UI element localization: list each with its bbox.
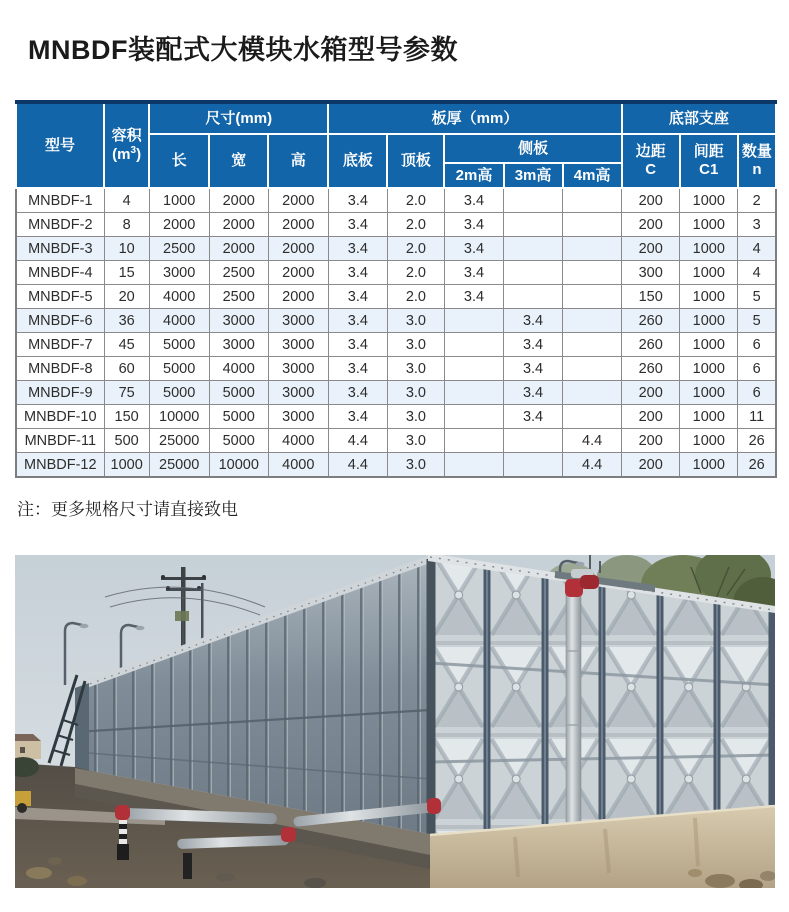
table-cell: 3.4 bbox=[328, 405, 387, 429]
table-cell: 3000 bbox=[268, 333, 328, 357]
table-cell: MNBDF-7 bbox=[16, 333, 104, 357]
table-cell: 3000 bbox=[149, 261, 209, 285]
table-cell: 3.4 bbox=[328, 381, 387, 405]
table-cell: 3.4 bbox=[504, 405, 563, 429]
table-cell: 1000 bbox=[680, 188, 738, 213]
table-cell bbox=[444, 405, 503, 429]
table-cell: MNBDF-11 bbox=[16, 429, 104, 453]
table-cell: 2000 bbox=[268, 213, 328, 237]
group-side-plate: 侧板 bbox=[444, 134, 621, 163]
table-cell: 5000 bbox=[209, 405, 268, 429]
group-dimensions: 尺寸(mm) bbox=[149, 102, 328, 134]
table-cell: 6 bbox=[738, 357, 776, 381]
table-cell: 2000 bbox=[209, 237, 268, 261]
table-cell: 4 bbox=[738, 261, 776, 285]
page-title: MNBDF装配式大模块水箱型号参数 bbox=[28, 35, 458, 65]
table-cell: 11 bbox=[738, 405, 776, 429]
table-cell: 25000 bbox=[149, 429, 209, 453]
table-cell: 60 bbox=[104, 357, 149, 381]
table-cell: MNBDF-10 bbox=[16, 405, 104, 429]
table-cell: MNBDF-3 bbox=[16, 237, 104, 261]
table-cell bbox=[504, 285, 563, 309]
table-cell: 36 bbox=[104, 309, 149, 333]
spec-table bbox=[15, 100, 777, 478]
table-cell: 1000 bbox=[680, 333, 738, 357]
table-cell: 2000 bbox=[268, 188, 328, 213]
table-cell: 3.4 bbox=[504, 309, 563, 333]
table-cell: 2.0 bbox=[387, 285, 444, 309]
table-cell: MNBDF-12 bbox=[16, 453, 104, 478]
table-cell: 260 bbox=[622, 333, 680, 357]
table-cell: 1000 bbox=[680, 381, 738, 405]
table-cell: 4.4 bbox=[563, 429, 622, 453]
table-cell: 4000 bbox=[149, 309, 209, 333]
table-cell: 8 bbox=[104, 213, 149, 237]
table-cell: 1000 bbox=[149, 188, 209, 213]
table-cell: 2000 bbox=[268, 237, 328, 261]
table-cell: 3000 bbox=[209, 333, 268, 357]
table-cell: 2000 bbox=[268, 261, 328, 285]
table-row bbox=[16, 405, 776, 429]
table-cell: 20 bbox=[104, 285, 149, 309]
table-cell bbox=[504, 261, 563, 285]
table-cell: 2.0 bbox=[387, 261, 444, 285]
col-edge-c: 边距 C bbox=[622, 134, 680, 188]
table-cell: 5000 bbox=[209, 429, 268, 453]
table-cell: 200 bbox=[622, 237, 680, 261]
col-width: 宽 bbox=[209, 134, 268, 188]
table-cell: 3.4 bbox=[444, 188, 503, 213]
table-cell: MNBDF-9 bbox=[16, 381, 104, 405]
table-cell: 3000 bbox=[268, 405, 328, 429]
table-cell: 6 bbox=[738, 333, 776, 357]
table-row bbox=[16, 453, 776, 478]
table-cell: 3.0 bbox=[387, 429, 444, 453]
table-row bbox=[16, 309, 776, 333]
note-text: 注：更多规格尺寸请直接致电 bbox=[17, 500, 238, 519]
table-cell: 3.0 bbox=[387, 453, 444, 478]
table-cell: 3.4 bbox=[444, 285, 503, 309]
table-row bbox=[16, 381, 776, 405]
table-cell: 3.4 bbox=[328, 213, 387, 237]
table-cell: 2000 bbox=[149, 213, 209, 237]
table-cell: 3.0 bbox=[387, 309, 444, 333]
table-cell: 1000 bbox=[680, 357, 738, 381]
table-cell bbox=[563, 357, 622, 381]
col-length: 长 bbox=[149, 134, 209, 188]
table-cell: 200 bbox=[622, 213, 680, 237]
table-cell: 3.4 bbox=[444, 237, 503, 261]
table-cell: 4.4 bbox=[328, 429, 387, 453]
table-cell: 500 bbox=[104, 429, 149, 453]
table-cell: 4000 bbox=[149, 285, 209, 309]
table-cell: 200 bbox=[622, 453, 680, 478]
table-cell: 3.4 bbox=[328, 309, 387, 333]
col-height: 高 bbox=[268, 134, 328, 188]
table-row bbox=[16, 213, 776, 237]
table-cell: 3.4 bbox=[504, 333, 563, 357]
table-cell bbox=[504, 213, 563, 237]
table-cell: 5 bbox=[738, 309, 776, 333]
table-cell: 3.4 bbox=[328, 357, 387, 381]
table-cell: 150 bbox=[622, 285, 680, 309]
col-side-2m: 2m高 bbox=[444, 163, 503, 188]
table-cell: 3 bbox=[738, 213, 776, 237]
table-cell bbox=[563, 188, 622, 213]
table-cell: 2.0 bbox=[387, 213, 444, 237]
table-cell: 1000 bbox=[680, 453, 738, 478]
spec-table-header bbox=[16, 102, 776, 188]
table-cell bbox=[563, 405, 622, 429]
table-cell bbox=[444, 381, 503, 405]
table-cell: 2000 bbox=[209, 213, 268, 237]
table-cell bbox=[563, 285, 622, 309]
table-cell: 3.4 bbox=[444, 261, 503, 285]
table-cell bbox=[504, 237, 563, 261]
table-cell: 1000 bbox=[680, 429, 738, 453]
table-cell: 2.0 bbox=[387, 237, 444, 261]
table-cell: 26 bbox=[738, 453, 776, 478]
table-cell bbox=[444, 357, 503, 381]
table-cell: 1000 bbox=[680, 285, 738, 309]
table-cell: 260 bbox=[622, 309, 680, 333]
table-row bbox=[16, 357, 776, 381]
table-cell bbox=[444, 309, 503, 333]
group-support: 底部支座 bbox=[622, 102, 776, 134]
col-side-4m: 4m高 bbox=[563, 163, 622, 188]
col-top-plate: 顶板 bbox=[387, 134, 444, 188]
table-cell: 3.0 bbox=[387, 333, 444, 357]
table-cell: MNBDF-2 bbox=[16, 213, 104, 237]
table-cell: 5000 bbox=[149, 357, 209, 381]
table-cell: 150 bbox=[104, 405, 149, 429]
table-cell bbox=[444, 333, 503, 357]
table-cell: 4 bbox=[738, 237, 776, 261]
table-cell: 1000 bbox=[680, 213, 738, 237]
table-cell: 4000 bbox=[268, 453, 328, 478]
table-cell: 5000 bbox=[149, 381, 209, 405]
table-cell: 10 bbox=[104, 237, 149, 261]
table-cell: 25000 bbox=[149, 453, 209, 478]
table-cell: 26 bbox=[738, 429, 776, 453]
col-bottom-plate: 底板 bbox=[328, 134, 387, 188]
table-cell bbox=[444, 453, 503, 478]
col-qty-n: 数量 n bbox=[738, 134, 776, 188]
table-cell: 4.4 bbox=[563, 453, 622, 478]
table-cell: 1000 bbox=[680, 237, 738, 261]
table-cell bbox=[563, 381, 622, 405]
table-cell bbox=[504, 188, 563, 213]
table-cell: 3000 bbox=[268, 309, 328, 333]
table-cell: 1000 bbox=[680, 261, 738, 285]
table-cell: 260 bbox=[622, 357, 680, 381]
table-cell: 5000 bbox=[149, 333, 209, 357]
table-cell: 200 bbox=[622, 405, 680, 429]
group-thickness: 板厚（mm） bbox=[328, 102, 621, 134]
col-model: 型号 bbox=[16, 102, 104, 188]
table-cell: 2.0 bbox=[387, 188, 444, 213]
table-cell bbox=[504, 429, 563, 453]
table-cell: MNBDF-6 bbox=[16, 309, 104, 333]
table-cell: 6 bbox=[738, 381, 776, 405]
table-cell: 3000 bbox=[209, 309, 268, 333]
table-cell: 3.4 bbox=[504, 381, 563, 405]
table-cell: 4000 bbox=[268, 429, 328, 453]
table-cell: 4000 bbox=[209, 357, 268, 381]
table-cell: 1000 bbox=[680, 405, 738, 429]
table-cell bbox=[563, 237, 622, 261]
table-cell: 3.4 bbox=[328, 261, 387, 285]
table-cell: 3.0 bbox=[387, 381, 444, 405]
table-cell: MNBDF-4 bbox=[16, 261, 104, 285]
table-row bbox=[16, 285, 776, 309]
table-cell: 1000 bbox=[680, 309, 738, 333]
table-cell: 5 bbox=[738, 285, 776, 309]
table-cell: 2500 bbox=[149, 237, 209, 261]
table-cell bbox=[563, 333, 622, 357]
col-spacing-c1: 间距 C1 bbox=[680, 134, 738, 188]
table-cell: 2500 bbox=[209, 261, 268, 285]
table-row bbox=[16, 188, 776, 213]
table-cell: 2500 bbox=[209, 285, 268, 309]
table-row bbox=[16, 429, 776, 453]
table-cell: 3.4 bbox=[504, 357, 563, 381]
table-cell: 200 bbox=[622, 429, 680, 453]
table-cell: 300 bbox=[622, 261, 680, 285]
table-row bbox=[16, 237, 776, 261]
table-cell: 200 bbox=[622, 188, 680, 213]
table-cell: 3000 bbox=[268, 357, 328, 381]
water-tank-photo-illustration bbox=[15, 555, 775, 888]
table-cell: 3.0 bbox=[387, 357, 444, 381]
table-cell: 45 bbox=[104, 333, 149, 357]
table-cell: 15 bbox=[104, 261, 149, 285]
table-cell: 2000 bbox=[268, 285, 328, 309]
table-cell bbox=[563, 309, 622, 333]
table-cell: MNBDF-5 bbox=[16, 285, 104, 309]
table-row bbox=[16, 333, 776, 357]
table-cell bbox=[504, 453, 563, 478]
table-cell: 4 bbox=[104, 188, 149, 213]
table-cell: 3000 bbox=[268, 381, 328, 405]
table-cell: 10000 bbox=[209, 453, 268, 478]
table-cell: 2 bbox=[738, 188, 776, 213]
table-cell bbox=[563, 213, 622, 237]
table-cell bbox=[563, 261, 622, 285]
table-cell: 10000 bbox=[149, 405, 209, 429]
table-cell: 3.4 bbox=[328, 285, 387, 309]
table-cell: 5000 bbox=[209, 381, 268, 405]
col-capacity: 容积 $(m^3)$ bbox=[104, 102, 149, 188]
table-cell: MNBDF-8 bbox=[16, 357, 104, 381]
table-cell: 3.4 bbox=[328, 237, 387, 261]
table-cell: 2000 bbox=[209, 188, 268, 213]
table-cell bbox=[444, 429, 503, 453]
col-side-3m: 3m高 bbox=[504, 163, 563, 188]
spec-table-body bbox=[16, 188, 776, 477]
table-cell: MNBDF-1 bbox=[16, 188, 104, 213]
table-cell: 1000 bbox=[104, 453, 149, 478]
table-cell: 3.0 bbox=[387, 405, 444, 429]
table-cell: 75 bbox=[104, 381, 149, 405]
table-cell: 3.4 bbox=[328, 188, 387, 213]
table-row bbox=[16, 261, 776, 285]
product-photo bbox=[15, 555, 775, 888]
table-cell: 3.4 bbox=[444, 213, 503, 237]
table-cell: 4.4 bbox=[328, 453, 387, 478]
table-cell: 3.4 bbox=[328, 333, 387, 357]
table-cell: 200 bbox=[622, 381, 680, 405]
